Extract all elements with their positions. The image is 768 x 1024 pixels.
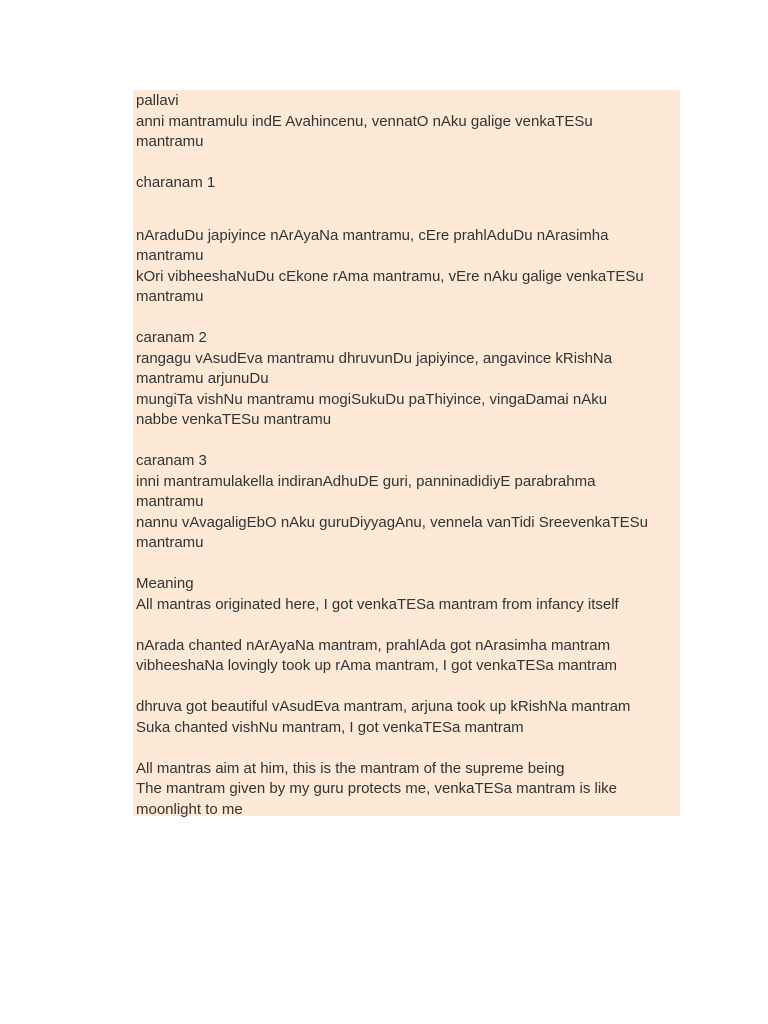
spacer xyxy=(136,153,676,174)
charanam1-line: mantramu xyxy=(136,247,204,264)
charanam1-line: nAraduDu japiyince nArAyaNa mantramu, cEre prahlAduDu nArasimha xyxy=(136,226,609,244)
caranam3-line: mantramu xyxy=(136,493,204,510)
spacer xyxy=(136,615,676,636)
pallavi-line: mantramu xyxy=(136,133,204,150)
caranam3-line: mantramu xyxy=(136,534,204,551)
charanam1-line: kOri vibheeshaNuDu cEkone rAma mantramu, vEre nAku galige venkaTESu xyxy=(136,267,644,285)
meaning-line: All mantras originated here, I got venkaTESa mantram from infancy itself xyxy=(136,595,619,613)
spacer xyxy=(136,738,676,759)
meaning-line: All mantras aim at him, this is the mantram of the supreme being xyxy=(136,759,565,777)
spacer xyxy=(136,677,676,698)
caranam3-line: nannu vAvagaligEbO nAku guruDiyyagAnu, vennela vanTidi SreevenkaTESu xyxy=(136,513,648,531)
caranam2-heading: caranam 2 xyxy=(136,329,207,346)
meaning-line: Suka chanted vishNu mantram, I got venkaTESa mantram xyxy=(136,718,524,736)
caranam2-line: mantramu arjunuDu xyxy=(136,370,269,387)
caranam2-line: nabbe venkaTESu mantramu xyxy=(136,411,332,428)
lyrics-text xyxy=(136,91,676,820)
spacer xyxy=(136,194,676,226)
meaning-line: vibheeshaNa lovingly took up rAma mantram, I got venkaTESa mantram xyxy=(136,657,618,674)
spacer xyxy=(136,431,676,452)
meaning-heading: Meaning xyxy=(136,575,194,592)
caranam2-line: mungiTa vishNu mantramu mogiSukuDu paThiyince, vingaDamai nAku xyxy=(136,390,608,408)
spacer xyxy=(136,308,676,329)
spacer xyxy=(136,554,676,575)
charanam1-line: mantramu xyxy=(136,288,204,305)
pallavi-line: anni mantramulu indE Avahincenu, vennatO nAku galige venkaTESu xyxy=(136,112,593,130)
pallavi-heading: pallavi xyxy=(136,92,179,109)
meaning-line: moonlight to me xyxy=(136,800,243,818)
charanam1-heading: charanam 1 xyxy=(136,174,216,191)
caranam3-heading: caranam 3 xyxy=(136,452,207,469)
caranam3-line: inni mantramulakella indiranAdhuDE guri, panninadidiyE parabrahma xyxy=(136,472,596,490)
caranam2-line: rangagu vAsudEva mantramu dhruvunDu japiyince, angavince kRishNa xyxy=(136,349,613,367)
meaning-line: nArada chanted nArAyaNa mantram, prahlAda got nArasimha mantram xyxy=(136,636,611,654)
meaning-line: The mantram given by my guru protects me, venkaTESa mantram is like xyxy=(136,780,618,797)
meaning-line: dhruva got beautiful vAsudEva mantram, arjuna took up kRishNa mantram xyxy=(136,698,631,715)
